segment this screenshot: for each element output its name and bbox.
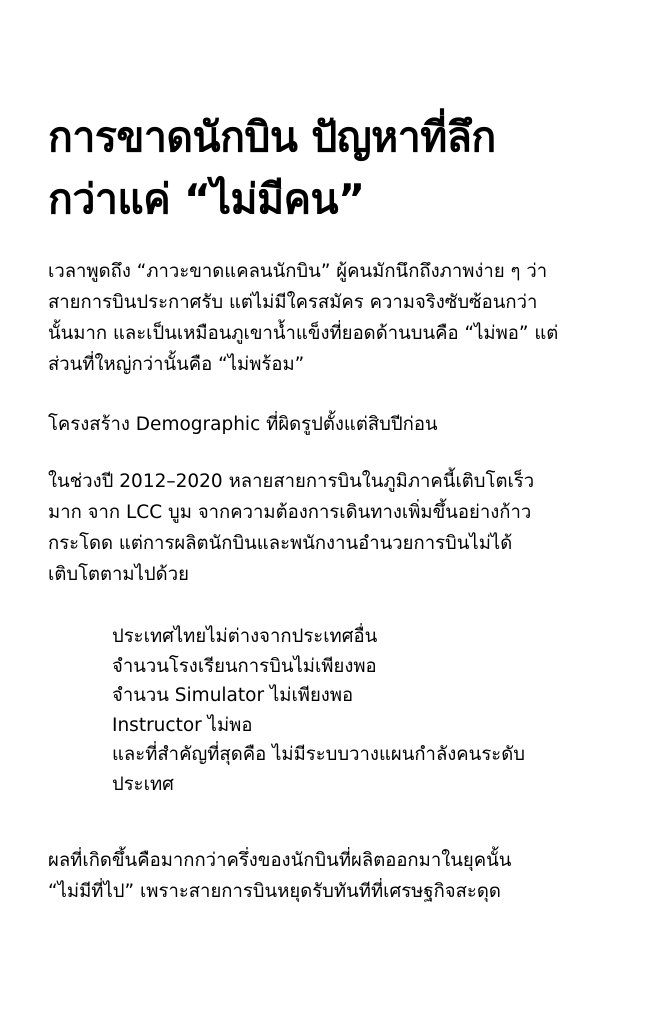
list-item: และที่สำคัญที่สุดคือ ไม่มีระบบวางแผนกำลังคนระดับ xyxy=(112,744,525,765)
body-line: มาก จาก LCC บูม จากความต้องการเดินทางเพิ่มขึ้นอย่างก้าว xyxy=(48,502,532,523)
list-item: ประเทศไทยไม่ต่างจากประเทศอื่น xyxy=(112,626,378,647)
list-item: จำนวน Simulator ไม่เพียงพอ xyxy=(112,685,354,706)
intro-line: นั้นมาก และเป็นเหมือนภูเขาน้ำแข็งที่ยอดด้านบนคือ “ไม่พอ” แต่ xyxy=(48,323,559,344)
body-line: กระโดด แต่การผลิตนักบินและพนักงานอำนวยการบินไม่ได้ xyxy=(48,533,513,554)
section-heading-text: โครงสร้าง Demographic ที่ผิดรูปตั้งแต่สิบปีก่อน xyxy=(48,414,438,435)
intro-line: ส่วนที่ใหญ่กว่านั้นคือ “ไม่พร้อม” xyxy=(48,354,305,375)
list-item: ประเทศ xyxy=(112,773,174,795)
body-paragraph xyxy=(48,466,628,590)
intro-paragraph xyxy=(48,256,628,380)
list-item: จำนวนโรงเรียนการบินไม่เพียงพอ xyxy=(112,655,377,677)
intro-line: เวลาพูดถึง “ภาวะขาดแคลนนักบิน” ผู้คนมักนึกถึงภาพง่าย ๆ ว่า xyxy=(48,261,548,282)
indented-list xyxy=(112,622,628,799)
article-title-line: กว่าแค่ “ไม่มีคน” xyxy=(48,175,365,223)
article-title-line: การขาดนักบิน ปัญหาที่ลึก xyxy=(48,113,496,161)
intro-line: สายการบินประกาศรับ แต่ไม่มีใครสมัคร ความจริงซับซ้อนกว่า xyxy=(48,292,538,313)
body-line: เติบโตตามไปด้วย xyxy=(48,564,189,585)
closing-line: “ไม่มีที่ไป” เพราะสายการบินหยุดรับทันทีที่เศรษฐกิจสะดุด xyxy=(48,881,501,902)
section-heading xyxy=(48,409,628,440)
body-line: ในช่วงปี 2012–2020 หลายสายการบินในภูมิภาคนี้เติบโตเร็ว xyxy=(48,471,535,492)
article-title xyxy=(48,106,628,230)
closing-paragraph xyxy=(48,845,628,907)
list-item: Instructor ไม่พอ xyxy=(112,714,253,736)
closing-line: ผลที่เกิดขึ้นคือมากกว่าครึ่งของนักบินที่ผลิตออกมาในยุคนั้น xyxy=(48,850,512,871)
